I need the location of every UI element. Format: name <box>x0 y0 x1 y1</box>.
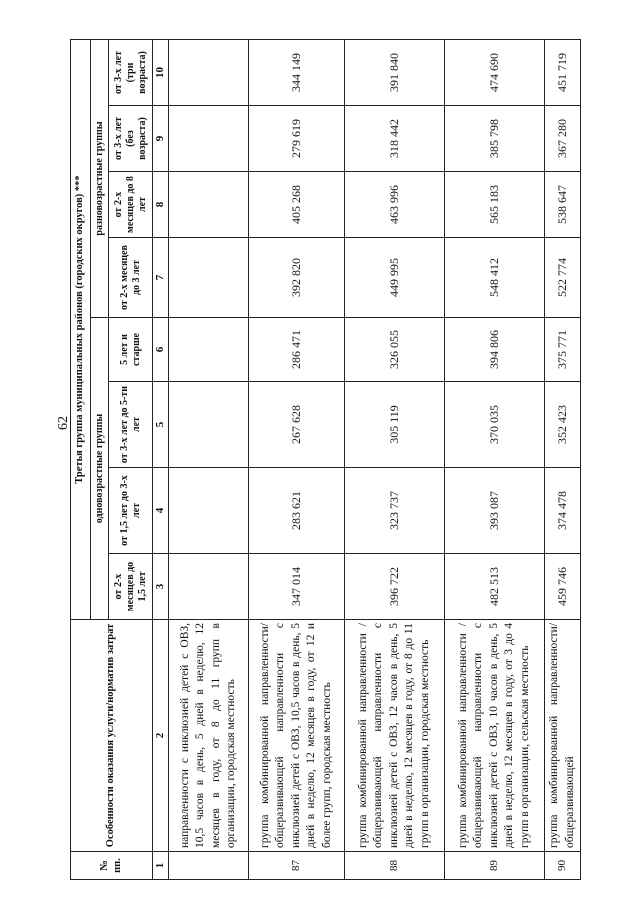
value-cell: 318 442 <box>345 106 445 172</box>
value-cell: 394 806 <box>445 318 545 382</box>
value-cell <box>169 554 249 620</box>
row-number: 90 <box>545 852 581 880</box>
cost-table <box>70 39 581 880</box>
row-description: группа комбинированной направленности / общеразвивающей направленности с инклюзией детей с ОВЗ, 10 часов в день, 5 дней в неделю, 12 месяцев в году, от 3 до 4 групп в организации, сельская местность <box>445 620 545 852</box>
column-number: 6 <box>153 318 169 382</box>
value-cell: 344 149 <box>249 40 345 106</box>
value-cell: 463 996 <box>345 172 445 238</box>
value-cell: 370 035 <box>445 382 545 468</box>
table-row <box>445 40 545 880</box>
value-cell: 565 183 <box>445 172 545 238</box>
value-cell: 323 737 <box>345 468 445 554</box>
row-number: 87 <box>249 852 345 880</box>
header-mixed-age: разновозрастные группы <box>91 40 109 318</box>
table-row <box>545 40 581 880</box>
subheader: от 1,5 лет до 3-х лет <box>109 468 153 554</box>
row-description: группа комбинированной направленности / общеразвивающей направленности с инклюзией детей с ОВЗ, 12 часов в день, 5 дней в неделю, 12 месяцев в году, от 8 до 11 групп в организации, городская местность <box>345 620 445 852</box>
value-cell: 393 087 <box>445 468 545 554</box>
row-number: 89 <box>445 852 545 880</box>
subheader: от 3-х лет (три возраста) <box>109 40 153 106</box>
table-row <box>169 40 249 880</box>
value-cell: 374 478 <box>545 468 581 554</box>
value-cell: 326 055 <box>345 318 445 382</box>
column-number: 9 <box>153 106 169 172</box>
value-cell: 548 412 <box>445 238 545 318</box>
value-cell: 396 722 <box>345 554 445 620</box>
column-number: 5 <box>153 382 169 468</box>
value-cell <box>169 40 249 106</box>
rotated-table-page <box>70 40 630 880</box>
subheader: от 3-х лет до 5-ти лет <box>109 382 153 468</box>
header-same-age: одновозрастные группы <box>91 318 109 620</box>
value-cell: 391 840 <box>345 40 445 106</box>
value-cell <box>169 318 249 382</box>
subheader: 5 лет и старше <box>109 318 153 382</box>
subheader: от 2-х месяцев до 1,5 лет <box>109 554 153 620</box>
page-number: 62 <box>56 416 71 430</box>
value-cell: 347 014 <box>249 554 345 620</box>
value-cell: 385 798 <box>445 106 545 172</box>
row-number: 88 <box>345 852 445 880</box>
column-number: 3 <box>153 554 169 620</box>
value-cell: 449 995 <box>345 238 445 318</box>
column-number: 7 <box>153 238 169 318</box>
value-cell: 405 268 <box>249 172 345 238</box>
column-number: 1 <box>153 852 169 880</box>
subheader: от 2-х месяцев до 8 лет <box>109 172 153 238</box>
value-cell <box>169 468 249 554</box>
row-number <box>169 852 249 880</box>
table-row <box>249 40 345 880</box>
table-row <box>345 40 445 880</box>
value-cell: 538 647 <box>545 172 581 238</box>
value-cell: 352 423 <box>545 382 581 468</box>
column-number: 10 <box>153 40 169 106</box>
row-description: направленности с инклюзией детей с ОВЗ, 10,5 часов в день, 5 дней в неделю, 12 месяцев в году, от 8 до 11 групп в организации, городская местность <box>169 620 249 852</box>
subheader: от 3-х лет (без возраста) <box>109 106 153 172</box>
header-no: № пп. <box>71 852 153 880</box>
value-cell: 279 619 <box>249 106 345 172</box>
value-cell: 459 746 <box>545 554 581 620</box>
column-number: 8 <box>153 172 169 238</box>
row-description: группа комбинированной направленности/ общеразвивающей направленности с инклюзией детей с ОВЗ, 10,5 часов в день, 5 дней в неделю, 12 месяцев в году, от 12 и более групп, городская местность <box>249 620 345 852</box>
value-cell <box>169 238 249 318</box>
subheader: от 2-х месяцев до 3 лет <box>109 238 153 318</box>
row-description: группа комбинированной направленности/ общеразвивающей <box>545 620 581 852</box>
value-cell: 283 621 <box>249 468 345 554</box>
value-cell: 522 774 <box>545 238 581 318</box>
value-cell: 451 719 <box>545 40 581 106</box>
column-number: 2 <box>153 620 169 852</box>
header-group-title: Третья группа муниципальных районов (городских округов) *** <box>71 40 91 620</box>
value-cell: 474 690 <box>445 40 545 106</box>
value-cell: 267 628 <box>249 382 345 468</box>
value-cell: 482 513 <box>445 554 545 620</box>
value-cell: 375 771 <box>545 318 581 382</box>
column-number: 4 <box>153 468 169 554</box>
value-cell: 286 471 <box>249 318 345 382</box>
value-cell: 305 119 <box>345 382 445 468</box>
value-cell: 392 820 <box>249 238 345 318</box>
value-cell <box>169 382 249 468</box>
header-features: Особенности оказания услуги/норматив затрат <box>71 620 153 852</box>
value-cell <box>169 106 249 172</box>
value-cell <box>169 172 249 238</box>
value-cell: 367 280 <box>545 106 581 172</box>
